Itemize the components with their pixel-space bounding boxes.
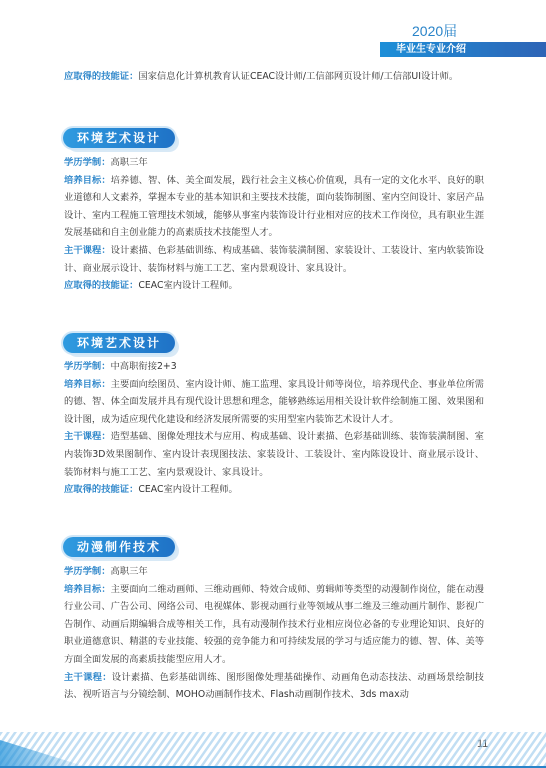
footer-decoration (0, 722, 546, 768)
section-body (64, 154, 484, 295)
intro-cert-block (64, 68, 484, 86)
section-title: 动漫制作技术 (63, 537, 175, 557)
study-label: 学历学制： (64, 361, 111, 372)
cert-label: 应取得的技能证： (64, 280, 139, 292)
goal-label: 培养目标： (64, 174, 111, 186)
header-title-bar (380, 42, 546, 57)
study-label: 学历学制： (64, 566, 111, 577)
goal-label: 培养目标： (64, 583, 111, 595)
page-header (380, 22, 546, 57)
study-label: 学历学制： (64, 157, 111, 168)
course-text: 设计素描、色彩基础训练、构成基础、装饰装潢制图、家装设计、工装设计、室内软装饰设计、商业展示设计、装饰材料与施工工艺、室内景观设计、家具设计。 (64, 244, 484, 274)
course-text: 设计素描、色彩基础训练、图形图像处理基础操作、动画角色动态技法、动画场景绘制技法、视听语言与分镜绘制、MOHO动画制作技术、Flash动画制作技术、3ds max动 (64, 671, 484, 701)
section-title: 环境艺术设计 (63, 333, 175, 353)
study-text: 中高职衔接2+3 (110, 361, 177, 372)
cert-text: CEAC室内设计工程师。 (138, 484, 238, 496)
section-body (64, 358, 484, 499)
section-title: 环境艺术设计 (63, 128, 175, 148)
footer-stripes-icon (0, 722, 546, 768)
cert-text: CEAC室内设计工程师。 (138, 280, 238, 292)
course-text: 造型基础、图像处理技术与应用、构成基础、设计素描、色彩基础训练、装饰装潢制图、室内装饰3D效果图制作、室内设计表现图技法、家装设计、工装设计、室内陈设设计、商业展示设计、装饰材料与施工工艺、室内景观设计、家具设计。 (64, 431, 484, 478)
header-title: 毕业生专业介绍 (396, 44, 466, 55)
goal-text: 主要面向绘图员、室内设计师、施工监理、家具设计师等岗位，培养现代企、事业单位所需的德、智、体全面发展并具有现代设计思想和理念，能够熟练运用相关设计软件绘制施工图、效果图和设计图，成为适应现代化建设和经济发展所需要的实用型室内装饰艺术设计人才。 (64, 378, 484, 425)
course-label: 主干课程： (64, 244, 111, 256)
course-label: 主干课程： (64, 671, 112, 683)
goal-text: 主要面向二维动画师、三维动画师、特效合成师、剪辑师等类型的动漫制作岗位，能在动漫行业公司、广告公司、网络公司、电视媒体、影视动画行业等领域从事二维及三维动画片制作、影视广告制作、动画后期编辑合成等相关工作，具有动漫制作技术行业相应岗位必备的专业理论知识、良好的职业道德意识、精湛的专业技能、较强的竞争能力和可持续发展的学习与适应能力的德、智、体、美等方面全面发展的高素质技能型应用人才。 (64, 583, 484, 665)
cert-label: 应取得的技能证： (64, 71, 139, 82)
section-body (64, 563, 484, 704)
goal-text: 培养德、智、体、美全面发展，践行社会主义核心价值观，具有一定的文化水平、良好的职业道德和人文素养，掌握本专业的基本知识和主要技术技能，面向装饰制图、室内空间设计、家居产品设计、室内工程施工管理技术领域，能够从事室内装饰设计行业相对应的技术工作岗位，具有职业生涯发展基础和自主创业能力的高素质技术技能型人才。 (64, 174, 484, 239)
cert-text: 国家信息化计算机教育认证CEAC设计师/工信部网页设计师/工信部UI设计师。 (138, 71, 459, 82)
course-label: 主干课程： (64, 431, 111, 443)
study-text: 高职三年 (110, 566, 148, 577)
cert-label: 应取得的技能证： (64, 484, 139, 496)
goal-label: 培养目标： (64, 378, 111, 390)
header-year: 2020届 (412, 23, 458, 39)
study-text: 高职三年 (110, 157, 148, 168)
